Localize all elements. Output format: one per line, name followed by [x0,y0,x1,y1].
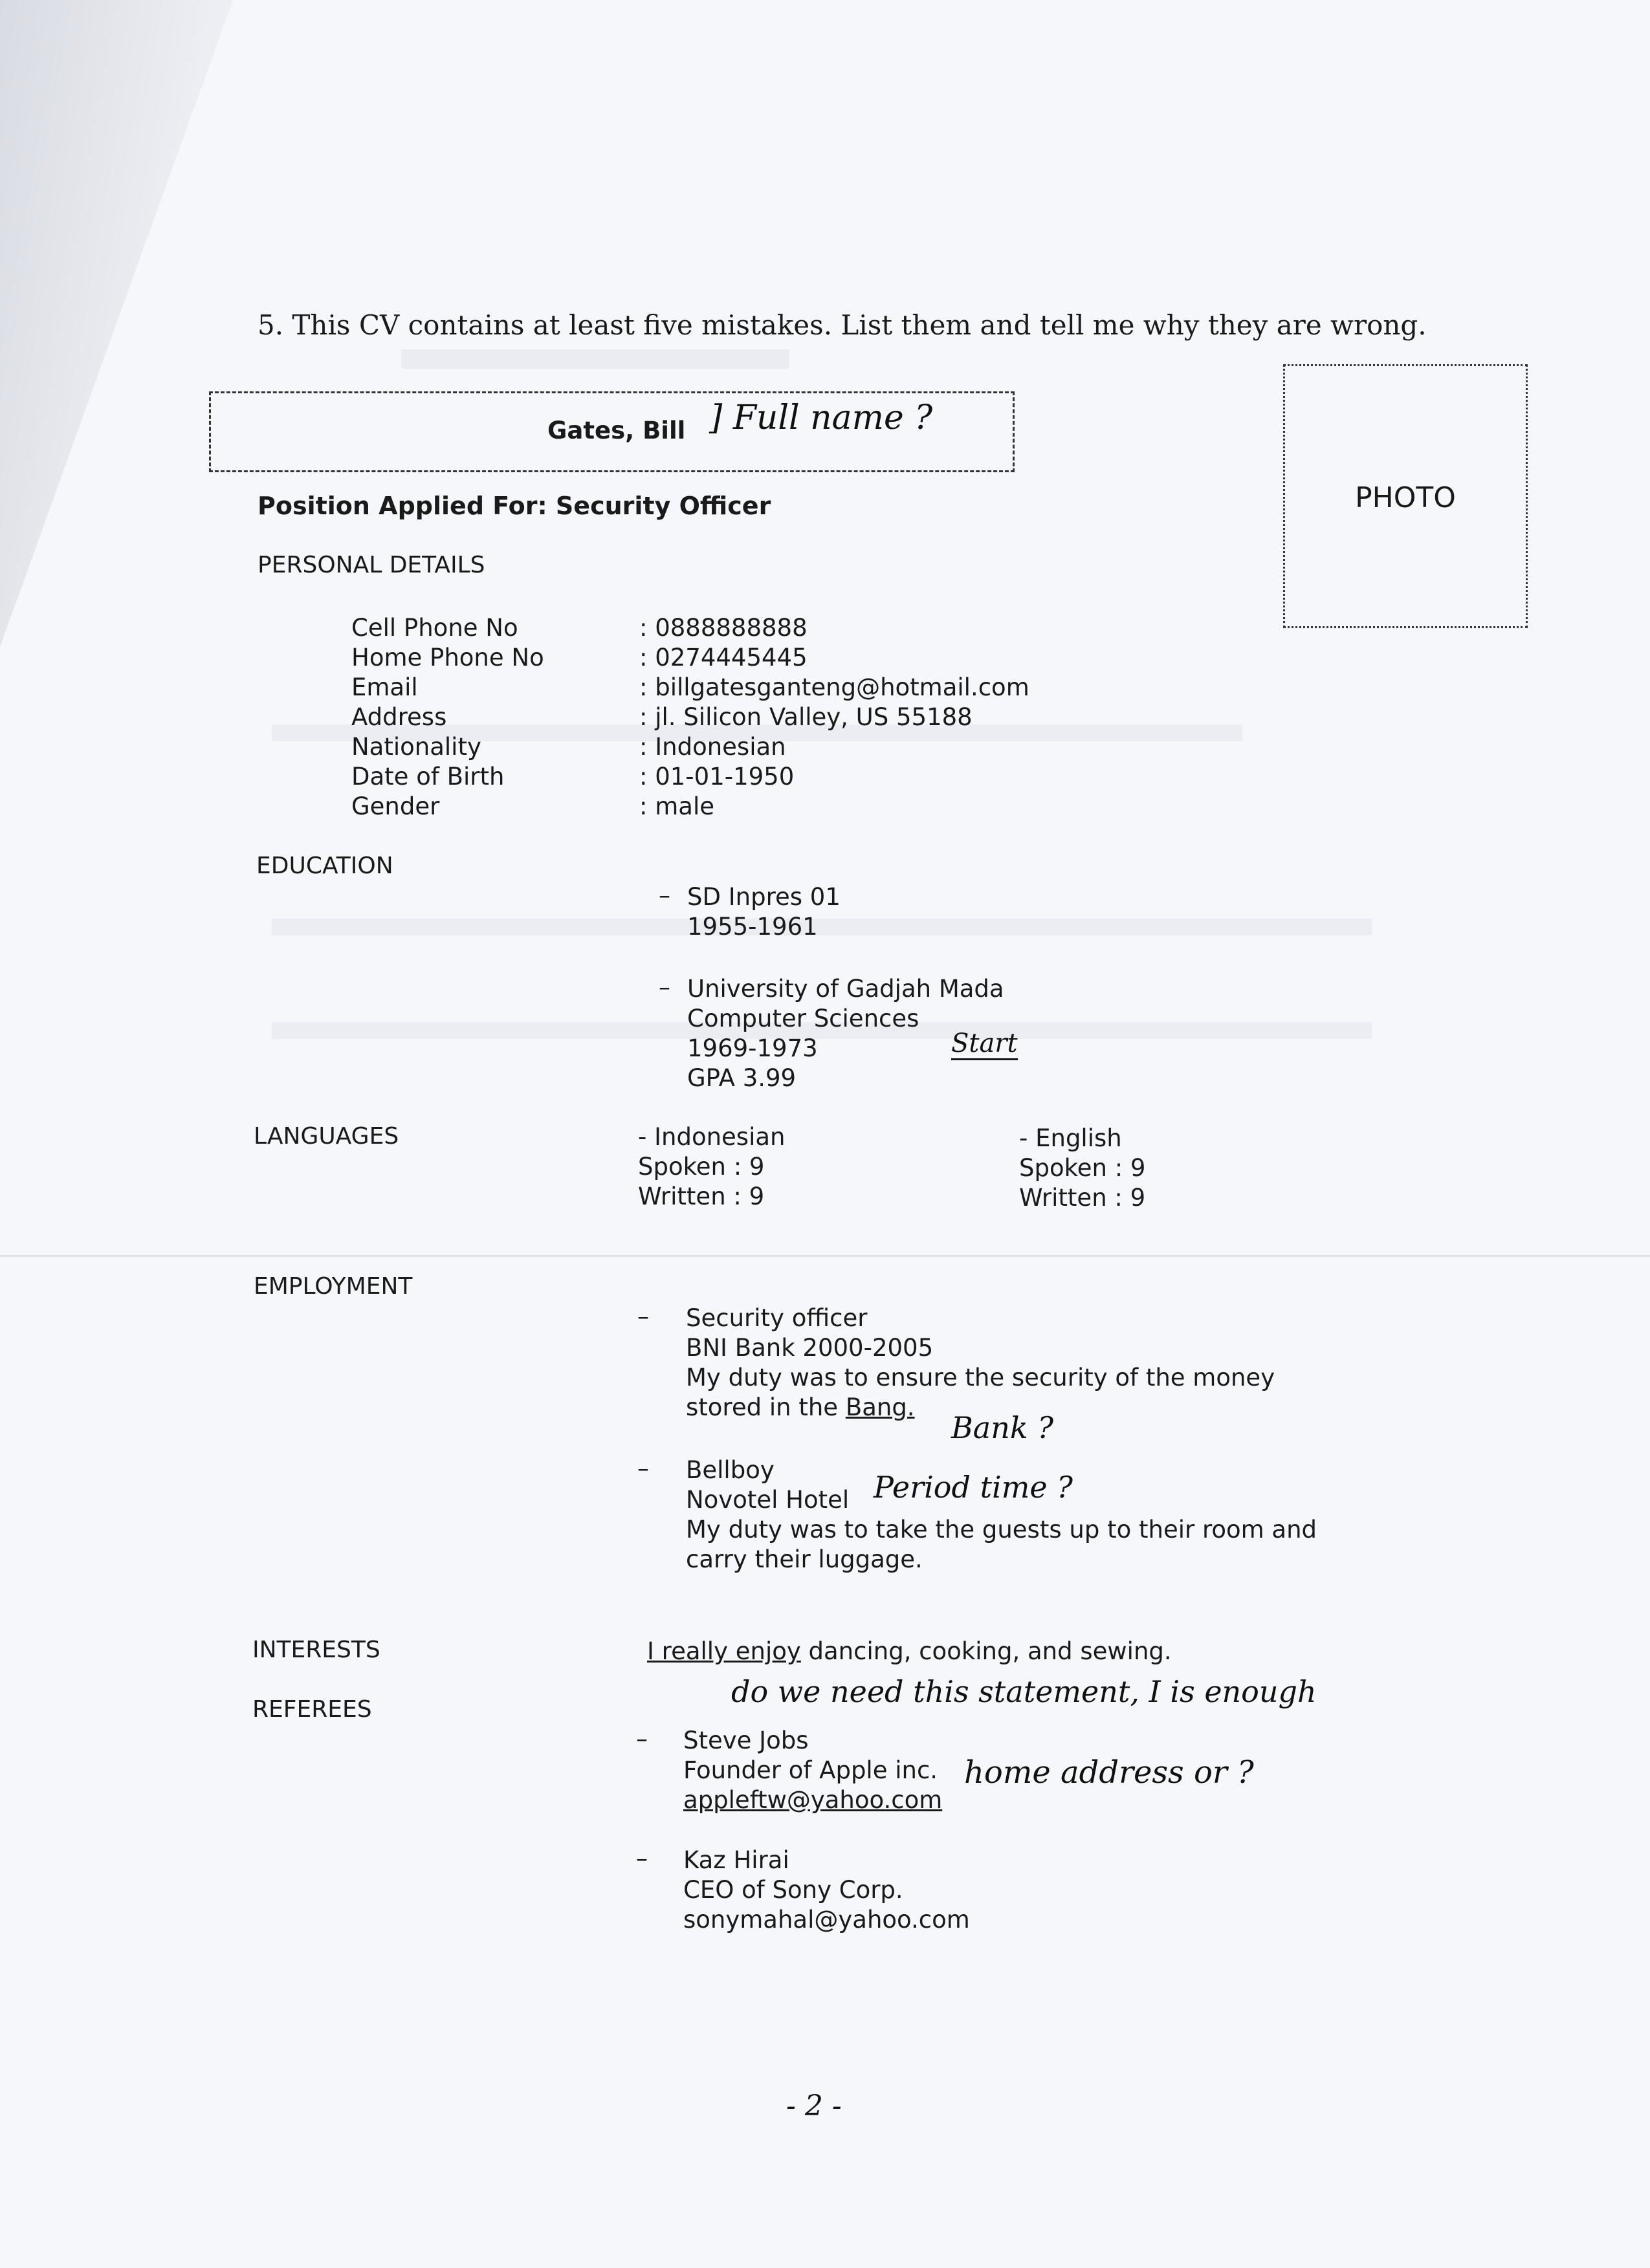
referee-name: Kaz Hirai [683,1846,789,1874]
job-duty: My duty was to take the guests up to their room and [686,1516,1317,1543]
job-title: Security officer [686,1304,868,1332]
job-title: Bellboy [686,1456,775,1484]
education-entry [687,882,841,942]
annotation-period-time: Period time ? [874,1470,1073,1505]
language-written: Written : 9 [1019,1184,1146,1212]
job-duty-prefix: stored in the [686,1393,846,1421]
language-name: - English [1019,1124,1122,1152]
cv-name: Gates, Bill [547,417,686,444]
bullet-dash: – [659,882,670,909]
bullet-dash: – [637,1456,649,1482]
personal-values [639,613,1029,822]
referee-role: CEO of Sony Corp. [683,1876,903,1904]
referee-entry [683,1846,970,1935]
education-line: GPA 3.99 [687,1064,797,1092]
interests-body: dancing, cooking, and sewing. [800,1637,1172,1665]
position-applied: Position Applied For: Security Officer [258,492,771,520]
referee-entry [683,1726,942,1815]
question-text: 5. This CV contains at least five mistakes. List them and tell me why they are wrong. [258,309,1427,341]
interests-text [647,1637,1172,1666]
heading-referees: REFEREES [252,1696,372,1723]
value-home-phone: : 0274445445 [639,644,808,671]
value-gender: : male [639,792,714,820]
bullet-dash: – [637,1303,649,1330]
annotation-bank: Bank ? [951,1410,1054,1445]
personal-labels [351,613,544,822]
language-indonesian [638,1122,786,1212]
language-spoken: Spoken : 9 [1019,1154,1146,1182]
annotation-full-name: ] Full name ? [709,398,933,437]
label-gender: Gender [351,792,440,820]
folded-corner [0,0,246,647]
show-through-mark [401,349,789,369]
education-line: University of Gadjah Mada [687,975,1004,1003]
bullet-dash: – [636,1726,648,1752]
photo-label: PHOTO [1355,481,1456,514]
job-duty: My duty was to ensure the security of the money [686,1364,1275,1391]
job-company: Novotel Hotel [686,1486,850,1514]
value-nationality: : Indonesian [639,733,786,761]
referee-email: appleftw@yahoo.com [683,1786,943,1814]
referee-role: Founder of Apple inc. [683,1756,938,1784]
job-duty: carry their luggage. [686,1545,923,1573]
job-company: BNI Bank 2000-2005 [686,1334,934,1362]
label-cell-phone: Cell Phone No [351,614,518,642]
language-spoken: Spoken : 9 [638,1153,765,1181]
paper-crease [0,1255,1650,1257]
value-address: : jl. Silicon Valley, US 55188 [639,703,973,731]
language-name: - Indonesian [638,1123,786,1151]
label-date-of-birth: Date of Birth [351,763,505,791]
education-line: Computer Sciences [687,1005,919,1032]
label-nationality: Nationality [351,733,481,761]
annotation-start: Start [951,1029,1018,1060]
annotation-home-address: home address or ? [964,1754,1254,1791]
education-line: 1955-1961 [687,913,818,941]
language-written: Written : 9 [638,1183,765,1210]
language-english [1019,1124,1145,1213]
page-number: - 2 - [786,2089,842,2122]
interests-struck: I really enjoy [647,1637,801,1665]
annotation-interests: do we need this statement, I is enough [731,1674,1317,1709]
name-box [209,391,1015,472]
label-home-phone: Home Phone No [351,644,544,671]
job-entry [686,1303,1275,1423]
value-cell-phone: : 0888888888 [639,614,808,642]
education-line: SD Inpres 01 [687,883,841,911]
bullet-dash: – [659,974,670,1001]
value-date-of-birth: : 01-01-1950 [639,763,795,791]
job-duty-word: Bang. [845,1393,915,1421]
referee-name: Steve Jobs [683,1727,809,1754]
referee-email: sonymahal@yahoo.com [683,1906,970,1934]
heading-languages: LANGUAGES [254,1123,399,1150]
heading-interests: INTERESTS [252,1637,380,1663]
label-address: Address [351,703,447,731]
heading-personal-details: PERSONAL DETAILS [258,552,485,578]
photo-placeholder [1283,364,1528,628]
value-email: : billgatesganteng@hotmail.com [639,673,1029,701]
education-line: 1969-1973 [687,1034,818,1062]
heading-education: EDUCATION [256,853,393,879]
heading-employment: EMPLOYMENT [254,1273,413,1300]
bullet-dash: – [636,1846,648,1872]
label-email: Email [351,673,418,701]
